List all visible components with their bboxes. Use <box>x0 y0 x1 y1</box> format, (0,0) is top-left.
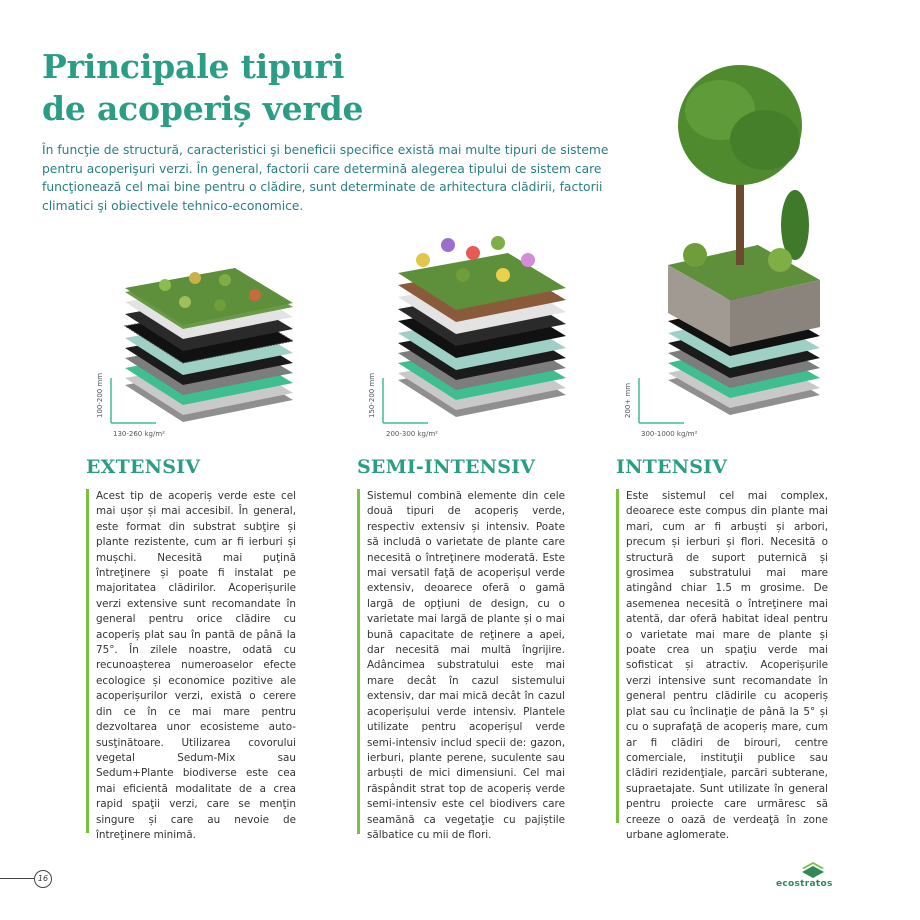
page-number-badge: 16 <box>34 870 52 888</box>
ecostratos-logo <box>776 862 852 892</box>
page-number-rule <box>0 878 34 879</box>
extensive-weight-label: 130-260 kg/m² <box>113 430 165 438</box>
page-title-line-1: Principale tipuri <box>42 47 345 86</box>
extensive-height-label: 100-200 mm <box>96 372 104 418</box>
page-number <box>0 870 52 888</box>
semi-intensive-height-label: 150-200 mm <box>368 372 376 418</box>
semi-intensive-dimension-arrows <box>380 378 430 428</box>
semi-intensive-column <box>357 489 565 841</box>
intensive-dimension-arrows <box>636 378 686 428</box>
extensive-column <box>86 489 296 841</box>
semi-intensive-weight-label: 200-300 kg/m² <box>386 430 438 438</box>
intensive-heading: INTENSIV <box>616 456 728 478</box>
extensive-dimension-arrows <box>108 378 158 428</box>
ecostratos-logo-mark-icon <box>800 862 826 878</box>
intensive-layers-illustration <box>640 55 840 425</box>
page-title-line-2: de acoperiș verde <box>42 89 364 128</box>
ecostratos-logo-text: ecostratos <box>776 879 833 889</box>
page-title <box>42 46 462 130</box>
intensive-weight-label: 300-1000 kg/m² <box>641 430 698 438</box>
semi-intensive-description: Sistemul combină elemente din cele două tipuri de acoperiș verde, respectiv extensiv și intensiv. Poate să includă o varietate de plante care necesită o întreţinere moderată. Este mai versatil faţă de acoperișul verde extensiv, deoarece oferă o gamă largă de opţiuni de design, cu o varietate mai largă de plante și o mai bună capacitate de reţinere a apei, dar necesită mai multă îngrijire. Adâncimea substratului este mai mare decât în cazul sistemului extensiv, dar mai mică decât în cazul acoperișului verde intensiv. Plantele utilizate pentru acoperișul verde semi-intensiv includ specii de: gazon, ierburi, plante perene, suculente sau arbuști de mici dimensiuni. Cel mai răspândit strat top de acoperiș verde semi-intensiv este cel biodivers care seamănă ca vegetaţie cu pajiștile sălbatice cu mii de flori. <box>367 490 565 841</box>
intro-paragraph: În funcţie de structură, caracteristici şi beneficii specifice există mai multe tipuri de sisteme pentru acoperişuri verzi. În general, factorii care determină alegerea tipului de sistem care funcţionează cel mai bine pentru o clădire, sunt determinate de arhitectura clădirii, factorii climatici şi obiectivele tehnico-economice. <box>42 143 609 213</box>
extensive-heading: EXTENSIV <box>86 456 201 478</box>
intensive-height-label: 200+ mm <box>624 382 632 418</box>
intensive-description: Este sistemul cel mai complex, deoarece este compus din plante mai mari, cum ar fi arbuști și arbori, precum și ierburi și flori. Necesită o structură de suport puternică și grosimea substratului mai mare atingând chiar 1.5 m grosime. De asemenea necesită o întreţinere mai atentă, dar oferă habitat ideal pentru o varietate mai mare de plante și poate crea un spaţiu verde mai sofisticat și atractiv. Acoperișurile verzi intensive sunt recomandate în general pentru clădirile cu acoperiș plat sau cu înclinaţie de până la 5° și cu o suprafaţă de acoperiș mare, cum ar fi clădiri de birouri, centre comerciale, instituţii publice sau clădiri rezidenţiale, parcări subterane, supraetajate. Sunt utilizate în general pentru proiecte care urmăresc să creeze o oază de verdeaţă în zone urbane aglomerate. <box>626 490 828 841</box>
intensive-column <box>616 489 828 841</box>
semi-intensive-heading: SEMI-INTENSIV <box>357 456 536 478</box>
extensive-description: Acest tip de acoperiș verde este cel mai ușor și mai accesibil. În general, este format din substrat subţire și plante rezistente, cum ar fi ierburi și mușchi. Necesită mai puţină întreţinere și poate fi instalat pe majoritatea clădirilor. Acoperișurile verzi extensive sunt recomandate în general pentru orice clădire cu acoperiș plat sau în pantă de până la 75°. În zilele noastre, odată cu recunoașterea numeroaselor efecte ecologice și economice pozitive ale acoperișurilor verzi, există o cerere din ce în ce mai mare pentru dezvoltarea unor ecosisteme auto-susţinătoare. Utilizarea covorului vegetal Sedum-Mix sau Sedum+Plante biodiverse este cea mai eficientă modalitate de a crea rapid spaţii verzi, care se menţin singure și care au nevoie de întreţinere minimă. <box>96 490 296 841</box>
